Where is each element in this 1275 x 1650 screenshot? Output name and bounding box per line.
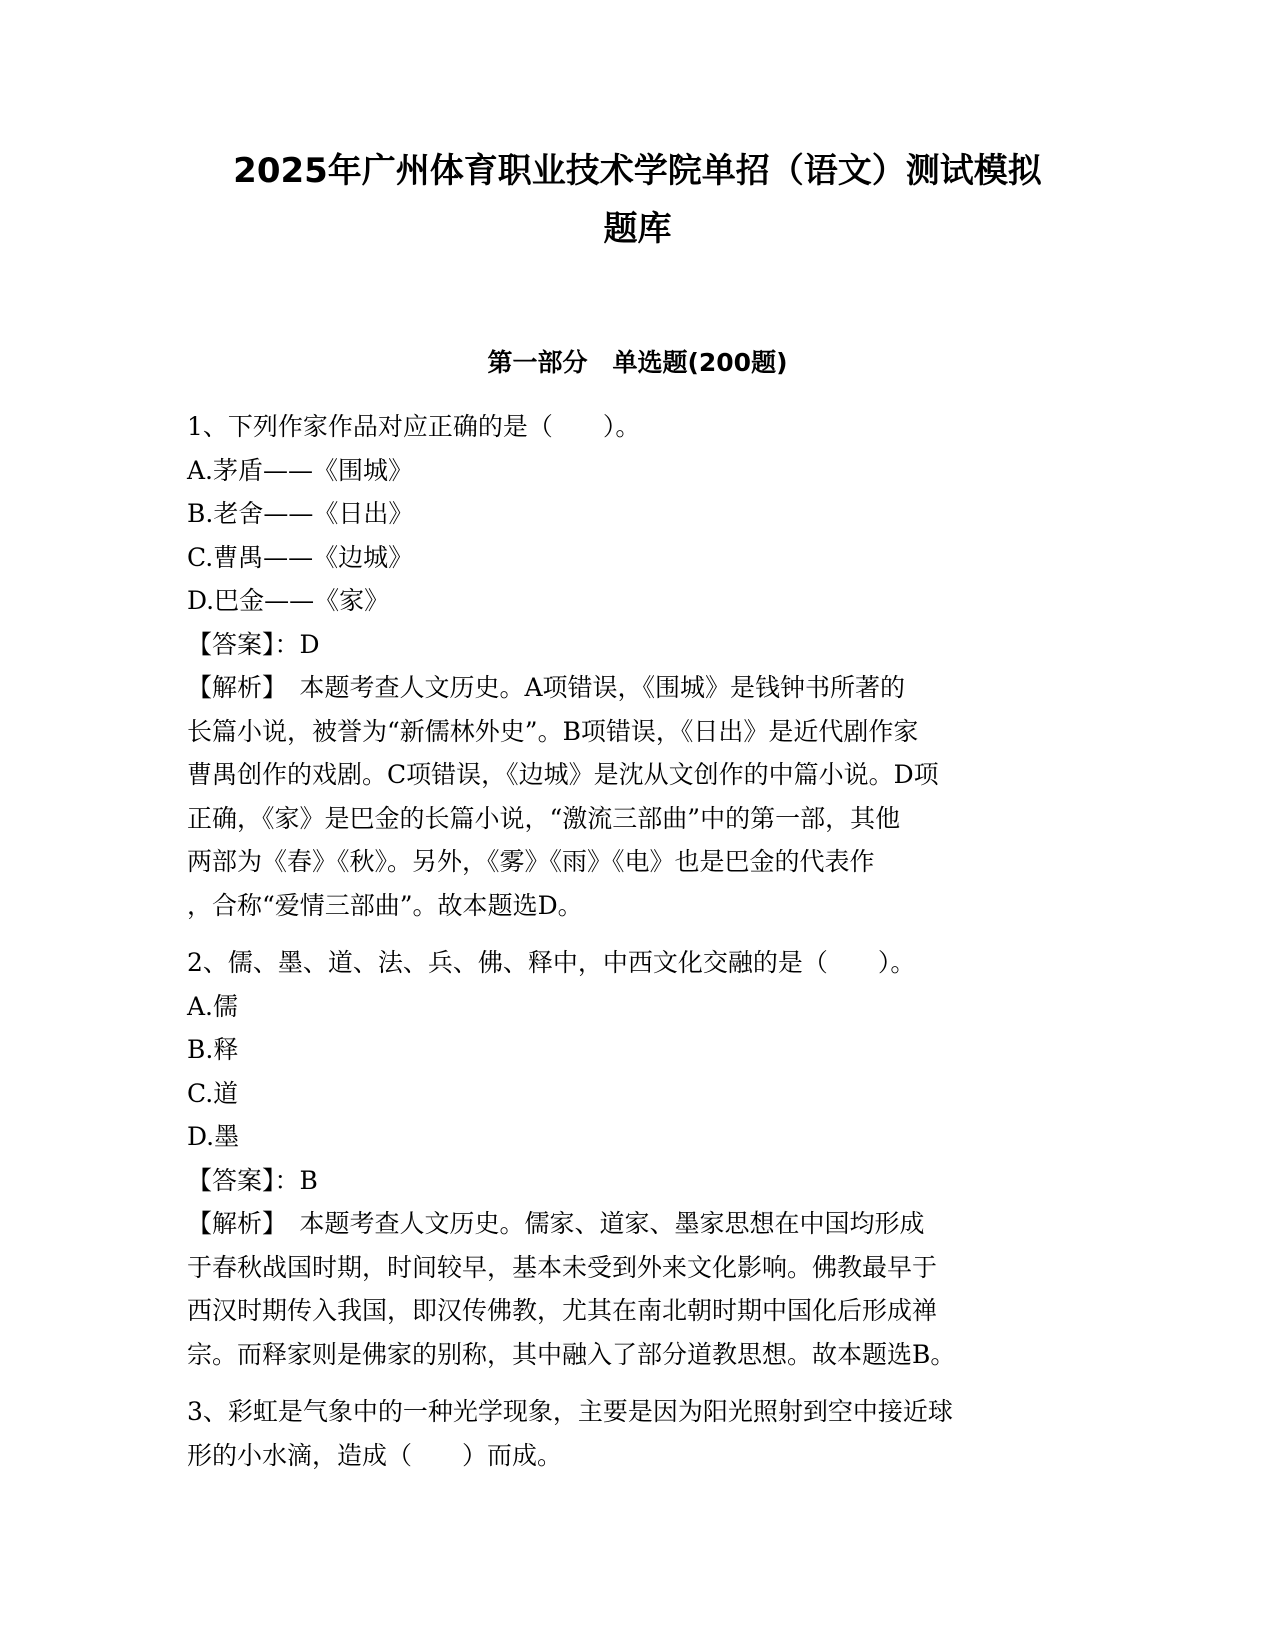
document-title-line-1: 2025年广州体育职业技术学院单招（语文）测试模拟 [233,151,1042,191]
answer-label: 【答案】：D [187,629,320,659]
section-heading: 第一部分 单选题(200题) [487,348,788,377]
option-a: A.茅盾——《围城》 [187,455,414,485]
option-c: C.道 [187,1078,239,1108]
answer-label: 【答案】：B [187,1165,318,1195]
question-3 [187,1390,1087,1477]
option-b: B.老舍——《日出》 [187,499,414,528]
explanation-line: 于春秋战国时期，时间较早，基本未受到外来文化影响。佛教最早于 [187,1252,938,1282]
explanation-line: 宗。而释家则是佛家的别称，其中融入了部分道教思想。故本题选B。 [187,1339,956,1369]
explanation-line: 西汉时期传入我国，即汉传佛教，尤其在南北朝时期中国化后形成禅 [187,1296,938,1325]
document-title [190,142,1085,258]
option-d: D.墨 [187,1122,240,1151]
explanation-line: 曹禺创作的戏剧。C项错误，《边城》是沈从文创作的中篇小说。D项 [187,760,939,789]
question-1 [187,405,1087,927]
question-stem: 形的小水滴，造成（ ）而成。 [187,1440,563,1470]
option-d: D.巴金——《家》 [187,586,390,615]
question-2 [187,941,1087,1376]
option-c: C.曹禺——《边城》 [187,542,414,572]
document-title-line-2: 题库 [603,209,672,249]
question-stem: 1、下列作家作品对应正确的是（ ）。 [187,412,641,441]
question-list [187,405,1087,1491]
option-b: B.释 [187,1035,239,1064]
explanation-line: 长篇小说，被誉为“新儒林外史”。B项错误，《日出》是近代剧作家 [187,716,919,746]
question-stem: 2、儒、墨、道、法、兵、佛、释中，中西文化交融的是（ ）。 [187,948,916,977]
explanation-line: ，合称“爱情三部曲”。故本题选D。 [187,890,583,920]
explanation-line: 正确，《家》是巴金的长篇小说，“激流三部曲”中的第一部，其他 [187,803,901,833]
option-a: A.儒 [187,991,239,1021]
explanation-line: 【解析】 本题考查人文历史。儒家、道家、墨家思想在中国均形成 [187,1209,925,1238]
explanation-line: 两部为《春》《秋》。另外，《雾》《雨》《电》也是巴金的代表作 [187,847,875,876]
explanation-line: 【解析】 本题考查人文历史。A项错误，《围城》是钱钟书所著的 [187,673,906,702]
question-stem: 3、彩虹是气象中的一种光学现象，主要是因为阳光照射到空中接近球 [187,1397,953,1426]
